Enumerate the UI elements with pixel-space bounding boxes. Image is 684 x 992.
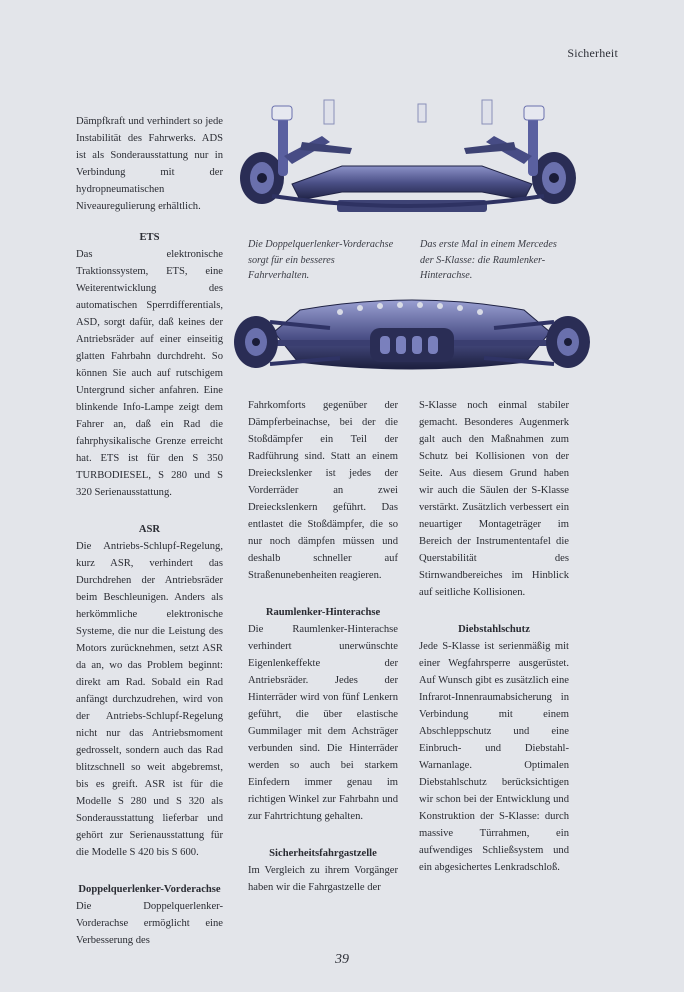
rear-axle-caption: Das erste Mal in einem Mercedes der S-Klasse: die Raumlenker-Hinterachse.: [420, 239, 557, 281]
intro-paragraph: Dämpfkraft und verhindert so jede Instabilität des Fahrwerks. ADS ist als Sonderausstattung nur in Verbindung mit der hydropneumatischen Niveauregulierung erhältlich.: [76, 116, 223, 212]
theft-protection-heading: Diebstahlschutz: [458, 624, 530, 635]
rear-axle-paragraph: Die Raumlenker-Hinterachse verhindert unerwünschte Eigenlenkeffekte der Antriebsräder. Jedes der Hinterräder wird von fünf Lenkern geführt, die über elastische Gummilager mit dem Achsträger verbunden sind. Die Hinterräder werden so auch bei starkem Einfedern immer genau im richtigen Winkel zur Fahrbahn und zur Fahrtrichtung gehalten.: [248, 624, 398, 822]
front-axle-continued-paragraph: Fahrkomforts gegenüber der Dämpferbeinachse, bei der die Stoßdämpfer ein Teil der Radführung sind. Statt an einem Dreieckslenker ist jedes der Vorderräder an zwei Dreieckslenkern geführt. Das entlastet die Stoßdämpfer, die so nur noch dämpfen müssen und deshalb schneller auf Straßenunebenheiten reagieren.: [248, 400, 398, 581]
front-axle-image: [232, 96, 584, 224]
safety-cell-heading: Sicherheitsfahrgastzelle: [269, 848, 377, 859]
asr-heading: ASR: [138, 524, 161, 535]
ets-heading: ETS: [139, 232, 160, 243]
rear-axle-image: [230, 292, 594, 388]
text-column-3: [419, 397, 569, 876]
safety-cell-continued-paragraph: S-Klasse noch einmal stabiler gemacht. Besonderes Augenmerk galt auch den Maßnahmen zum Schutz bei Kollisionen von der Seite. Aus diesem Grund haben wir auch die Säulen der S-Klasse verstärkt. Zusätzlich verbessert ein neuartiger Montageträger im Bereich der Instrumententafel die Querstabilität des Stirnwandbereiches im Hinblick auf seitliche Kollisionen.: [419, 400, 569, 598]
rear-axle-heading: Raumlenker-Hinterachse: [265, 607, 381, 618]
ets-paragraph: Das elektronische Traktionssystem, ETS, eine Weiterentwicklung des automatischen Sperrdifferentials, ASD, sorgt dafür, daß keines der Antriebsräder auf einer einseitig glatten Fahrbahn durchdreht. So können Sie auch auf rutschigem Untergrund sicher anfahren. Eine blinkende Info-Lampe zeigt dem Fahrer an, daß ein Rad die fahrphysikalische Grenze erreicht hat. ETS ist für den S 350 TURBODIESEL, S 280 und S 320 Serienausstattung.: [76, 249, 223, 498]
front-axle-paragraph: Die Doppelquerlenker-Vorderachse ermöglicht eine Verbesserung des: [76, 901, 223, 946]
front-axle-heading: Doppelquerlenker-Vorderachse: [78, 884, 221, 895]
text-column-2: [248, 397, 398, 896]
page-number: 39: [335, 952, 349, 967]
front-axle-caption: Die Doppelquerlenker-Vorderachse sorgt für ein besseres Fahrverhalten.: [248, 239, 394, 281]
text-column-1: [76, 113, 223, 949]
safety-cell-paragraph: Im Vergleich zu ihrem Vorgänger haben wir die Fahrgastzelle der: [248, 865, 398, 893]
asr-paragraph: Die Antriebs-Schlupf-Regelung, kurz ASR, verhindert das Durchdrehen der Antriebsräder beim Beschleunigen. Anders als herkömmliche elektronische Systeme, die nur die Leistung des Motors zurücknehmen, setzt ASR da an, wo das Problem beginnt: direkt am Rad. Sobald ein Rad anfängt durchzudrehen, wird von der Antriebs-Schlupf-Regelung nicht nur das Antriebsmoment gedrosselt, sondern auch das Rad blitzschnell so weit abgebremst, bis es greift. ASR ist für die Modelle S 280 und S 320 als Sonderausstattung lieferbar und gehört zur Serienausstattung für die Modelle S 420 bis S 600.: [76, 541, 223, 858]
section-title: Sicherheit: [567, 46, 618, 60]
theft-protection-paragraph: Jede S-Klasse ist serienmäßig mit einer Wegfahrsperre ausgerüstet. Auf Wunsch gibt es zusätzlich eine Infrarot-Innenraumabsicherung in Verbindung mit einem Abschleppschutz und eine Einbruch- und Diebstahl-Warnanlage. Optimalen Diebstahlschutz berücksichtigen wir schon bei der Entwicklung und Konstruktion der S-Klasse: durch massive Türrahmen, ein aufwendiges Schließsystem und ein abgesichertes Lenkradschloß.: [419, 641, 569, 873]
